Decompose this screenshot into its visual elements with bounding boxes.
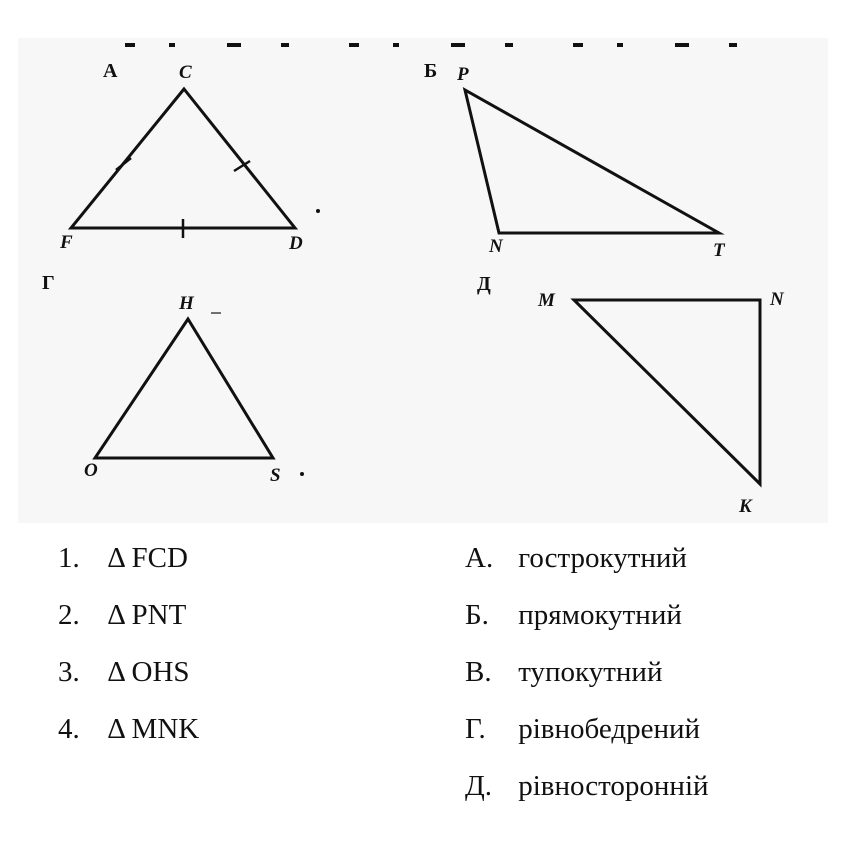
triangle-fcd <box>71 89 295 228</box>
answer-row-b <box>465 587 709 644</box>
figure-g <box>42 272 304 486</box>
vertex-label-s: S <box>270 465 281 486</box>
answer-row-v <box>465 644 709 701</box>
question-row-1 <box>58 530 199 587</box>
figure-b-letter: Б <box>424 60 438 82</box>
figure-g-letter: Г <box>42 272 55 294</box>
answer-letter: Д. <box>465 770 493 802</box>
triangle-pnt <box>465 90 719 233</box>
question-label: Δ PNT <box>107 599 187 631</box>
answer-letter: Б. <box>465 599 489 631</box>
vertex-label-f: F <box>60 232 73 253</box>
vertex-label-d: D <box>289 233 303 254</box>
vertex-label-t: T <box>713 240 725 261</box>
figure-d-letter: Д <box>477 273 491 295</box>
triangle-mnk <box>574 300 760 484</box>
vertex-label-n-right: N <box>770 289 784 310</box>
figure-b <box>424 60 726 261</box>
triangle-ohs <box>95 319 273 458</box>
vertex-label-h: H <box>179 293 194 314</box>
matching-exercise <box>0 530 864 830</box>
question-number: 1. <box>58 542 80 574</box>
triangle-question-list <box>58 530 199 758</box>
vertex-label-o: O <box>84 460 98 481</box>
vertex-label-p: P <box>457 64 469 85</box>
answer-label: гострокутний <box>518 542 687 574</box>
figure-a <box>59 60 320 254</box>
question-number: 3. <box>58 656 80 688</box>
scan-dot <box>316 209 320 213</box>
question-row-3 <box>58 644 199 701</box>
vertex-label-c: C <box>179 62 192 83</box>
question-label: Δ MNK <box>107 713 200 745</box>
vertex-label-k: K <box>739 496 752 517</box>
answer-label: прямокутний <box>518 599 682 631</box>
equal-side-tick-fc <box>116 158 131 170</box>
answer-options-list <box>465 530 709 815</box>
question-number: 2. <box>58 599 80 631</box>
answer-row-a <box>465 530 709 587</box>
vertex-label-n: N <box>489 236 503 257</box>
question-number: 4. <box>58 713 80 745</box>
vertex-label-m: M <box>538 290 555 311</box>
figure-a-letter: А <box>103 60 118 82</box>
answer-letter: В. <box>465 656 492 688</box>
answer-label: тупокутний <box>518 656 663 688</box>
scan-dot <box>300 472 304 476</box>
answer-label: рівносторонній <box>518 770 709 802</box>
answer-letter: А. <box>465 542 494 574</box>
question-label: Δ OHS <box>107 656 190 688</box>
question-label: Δ FCD <box>107 542 188 574</box>
question-row-4 <box>58 701 199 758</box>
answer-label: рівнобедрений <box>518 713 701 745</box>
answer-letter: Г. <box>465 713 486 745</box>
answer-row-g <box>465 701 709 758</box>
figure-d <box>477 273 785 517</box>
question-row-2 <box>58 587 199 644</box>
answer-row-d <box>465 758 709 815</box>
